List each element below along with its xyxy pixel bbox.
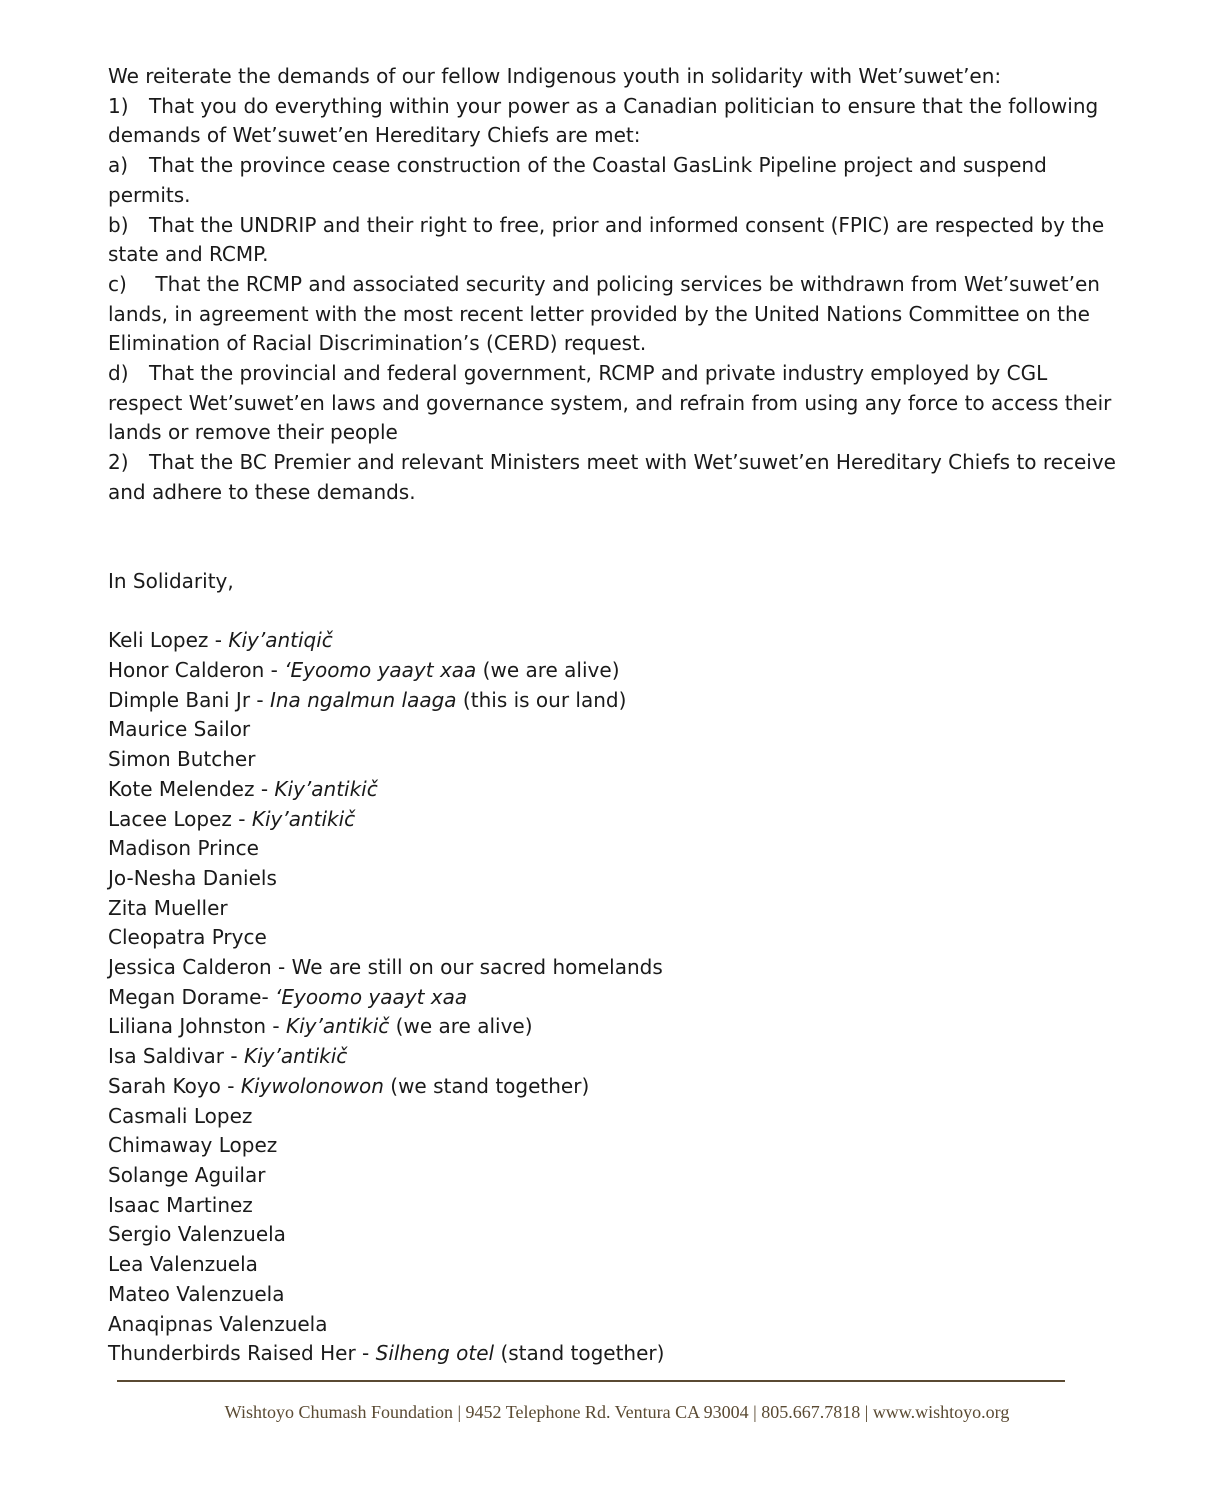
demand-line	[108, 181, 1118, 211]
footer-contact: Wishtoyo Chumash Foundation | 9452 Telephone Rd. Ventura CA 93004 | 805.667.7818 | www.wishtoyo.org	[224, 1402, 1010, 1422]
signatory-name: Lea Valenzuela	[108, 1252, 258, 1277]
signatory-item	[108, 1072, 1118, 1102]
signatory-item	[108, 983, 1118, 1013]
demands-list	[108, 92, 1118, 508]
signatory-translation: Kiy’antikič	[285, 1014, 390, 1039]
closing-salutation: In Solidarity,	[108, 568, 234, 593]
signatory-item	[108, 805, 1118, 835]
signatory-name: Lacee Lopez	[108, 806, 232, 831]
signatory-name: Sergio Valenzuela	[108, 1222, 286, 1247]
demand-line	[108, 389, 1118, 419]
signatory-translation: Kiy’antikič	[251, 806, 356, 831]
signatory-name: Liliana Johnston	[108, 1014, 267, 1039]
demand-text: and adhere to these demands.	[108, 479, 416, 504]
signatory-item	[108, 1131, 1118, 1161]
signatory-separator: -	[261, 984, 276, 1009]
intro-paragraph: We reiterate the demands of our fellow Indigenous youth in solidarity with Wet’suwet’en:	[108, 64, 1002, 88]
signatory-list	[108, 626, 1118, 1369]
signatory-separator: -	[220, 1073, 241, 1098]
letter-body	[108, 62, 1118, 1369]
signatory-name: Jo-Nesha Daniels	[108, 865, 277, 890]
signatory-item	[108, 656, 1118, 686]
signatory-item	[108, 1220, 1118, 1250]
signatory-name: Cleopatra Pryce	[108, 925, 267, 950]
signatory-separator: -	[254, 776, 275, 801]
signatory-item	[108, 894, 1118, 924]
signatory-translation: ‘Eyoomo yaayt xaa	[275, 984, 468, 1009]
signatory-name: Megan Dorame	[108, 984, 262, 1009]
demand-line	[108, 240, 1118, 270]
demand-line	[108, 211, 1118, 241]
signatory-translation: Kiywolonowon	[240, 1073, 384, 1098]
signatory-item	[108, 953, 1118, 983]
signatory-name: Solange Aguilar	[108, 1162, 266, 1187]
demand-line	[108, 270, 1118, 300]
demand-marker: c)	[108, 271, 127, 296]
signatory-separator: -	[271, 955, 292, 980]
signatory-name: Simon Butcher	[108, 747, 256, 772]
signatory-name: Honor Calderon	[108, 658, 265, 683]
signatory-item	[108, 1310, 1118, 1340]
signatory-name: Keli Lopez	[108, 628, 209, 653]
demand-text: Elimination of Racial Discrimination’s (CERD) request.	[108, 331, 647, 356]
demand-text: That you do everything within your power as a Canadian politician to ensure that the following	[149, 93, 1099, 118]
signatory-separator: -	[224, 1044, 244, 1069]
signatory-name: Thunderbirds Raised Her	[108, 1341, 356, 1366]
signatory-separator: -	[250, 687, 270, 712]
signatory-item	[108, 1339, 1118, 1369]
spacer	[108, 597, 1118, 627]
signatory-note: We are still on our sacred homelands	[291, 955, 663, 980]
demand-line	[108, 329, 1118, 359]
demand-marker: 1)	[108, 93, 129, 118]
demand-line	[108, 121, 1118, 151]
spacer	[108, 508, 1118, 567]
signatory-name: Dimple Bani Jr	[108, 687, 251, 712]
demand-text: That the UNDRIP and their right to free, prior and informed consent (FPIC) are respected by the	[149, 212, 1105, 237]
signatory-item	[108, 1102, 1118, 1132]
signatory-item	[108, 864, 1118, 894]
signatory-translation: Silheng otel	[375, 1341, 495, 1366]
signatory-name: Anaqipnas Valenzuela	[108, 1311, 328, 1336]
signatory-item	[108, 1250, 1118, 1280]
demand-line	[108, 92, 1118, 122]
demand-text: That the provincial and federal government, RCMP and private industry employed by CGL	[149, 361, 1048, 386]
signatory-item	[108, 686, 1118, 716]
signatory-name: Casmali Lopez	[108, 1103, 253, 1128]
signatory-name: Madison Prince	[108, 836, 259, 861]
signatory-note: (we are alive)	[476, 658, 620, 683]
demand-line	[108, 418, 1118, 448]
signatory-name: Mateo Valenzuela	[108, 1281, 285, 1306]
signatory-separator: -	[231, 806, 252, 831]
signatory-translation: Kiy’antikič	[274, 776, 378, 801]
signatory-translation: Ina ngalmun laaga	[269, 687, 457, 712]
demand-marker: 2)	[108, 450, 129, 475]
demand-marker: a)	[108, 153, 129, 178]
demand-line	[108, 300, 1118, 330]
signatory-separator: -	[208, 628, 229, 653]
demand-text: That the RCMP and associated security and policing services be withdrawn from Wet’suwet’en	[149, 271, 1100, 296]
demand-text: lands or remove their people	[108, 420, 398, 445]
signatory-item	[108, 715, 1118, 745]
signatory-item	[108, 775, 1118, 805]
demand-marker: d)	[108, 361, 129, 386]
signatory-item	[108, 626, 1118, 656]
demand-text: That the BC Premier and relevant Ministers meet with Wet’suwet’en Hereditary Chiefs to receive	[149, 450, 1116, 475]
footer-divider	[117, 1380, 1065, 1382]
demand-text: That the province cease construction of the Coastal GasLink Pipeline project and suspend	[149, 153, 1047, 178]
demand-text: permits.	[108, 182, 191, 207]
signatory-name: Chimaway Lopez	[108, 1133, 278, 1158]
demand-line	[108, 359, 1118, 389]
signatory-note: (we stand together)	[383, 1073, 590, 1098]
signatory-name: Isaac Martinez	[108, 1192, 253, 1217]
demand-line	[108, 448, 1118, 478]
demand-text: demands of Wet’suwet’en Hereditary Chiefs are met:	[108, 123, 641, 148]
signatory-item	[108, 1161, 1118, 1191]
signatory-name: Sarah Koyo	[108, 1073, 221, 1098]
signatory-translation: ‘Eyoomo yaayt xaa	[284, 658, 477, 683]
signatory-item	[108, 1191, 1118, 1221]
signatory-name: Maurice Sailor	[108, 717, 251, 742]
signatory-separator: -	[266, 1014, 286, 1039]
signatory-separator: -	[355, 1341, 376, 1366]
demand-line	[108, 478, 1118, 508]
demand-text: state and RCMP.	[108, 242, 269, 267]
signatory-name: Zita Mueller	[108, 895, 228, 920]
signatory-item	[108, 1042, 1118, 1072]
demand-text: lands, in agreement with the most recent letter provided by the United Nations Committee on the	[108, 301, 1090, 326]
signatory-translation: Kiy’antiqič	[228, 628, 333, 653]
signatory-note: (we are alive)	[389, 1014, 533, 1039]
signatory-item	[108, 923, 1118, 953]
demand-line	[108, 151, 1118, 181]
signatory-item	[108, 1012, 1118, 1042]
signatory-item	[108, 1280, 1118, 1310]
signatory-name: Isa Saldivar	[108, 1044, 225, 1069]
demand-text: respect Wet’suwet’en laws and governance system, and refrain from using any force to access their	[108, 390, 1112, 415]
signatory-item	[108, 834, 1118, 864]
signatory-item	[108, 745, 1118, 775]
demand-marker: b)	[108, 212, 129, 237]
signatory-name: Kote Melendez	[108, 776, 255, 801]
signatory-separator: -	[264, 658, 285, 683]
signatory-translation: Kiy’antikič	[243, 1044, 348, 1069]
signatory-note: (stand together)	[494, 1341, 665, 1366]
signatory-note: (this is our land)	[456, 687, 627, 712]
signatory-name: Jessica Calderon	[108, 955, 272, 980]
